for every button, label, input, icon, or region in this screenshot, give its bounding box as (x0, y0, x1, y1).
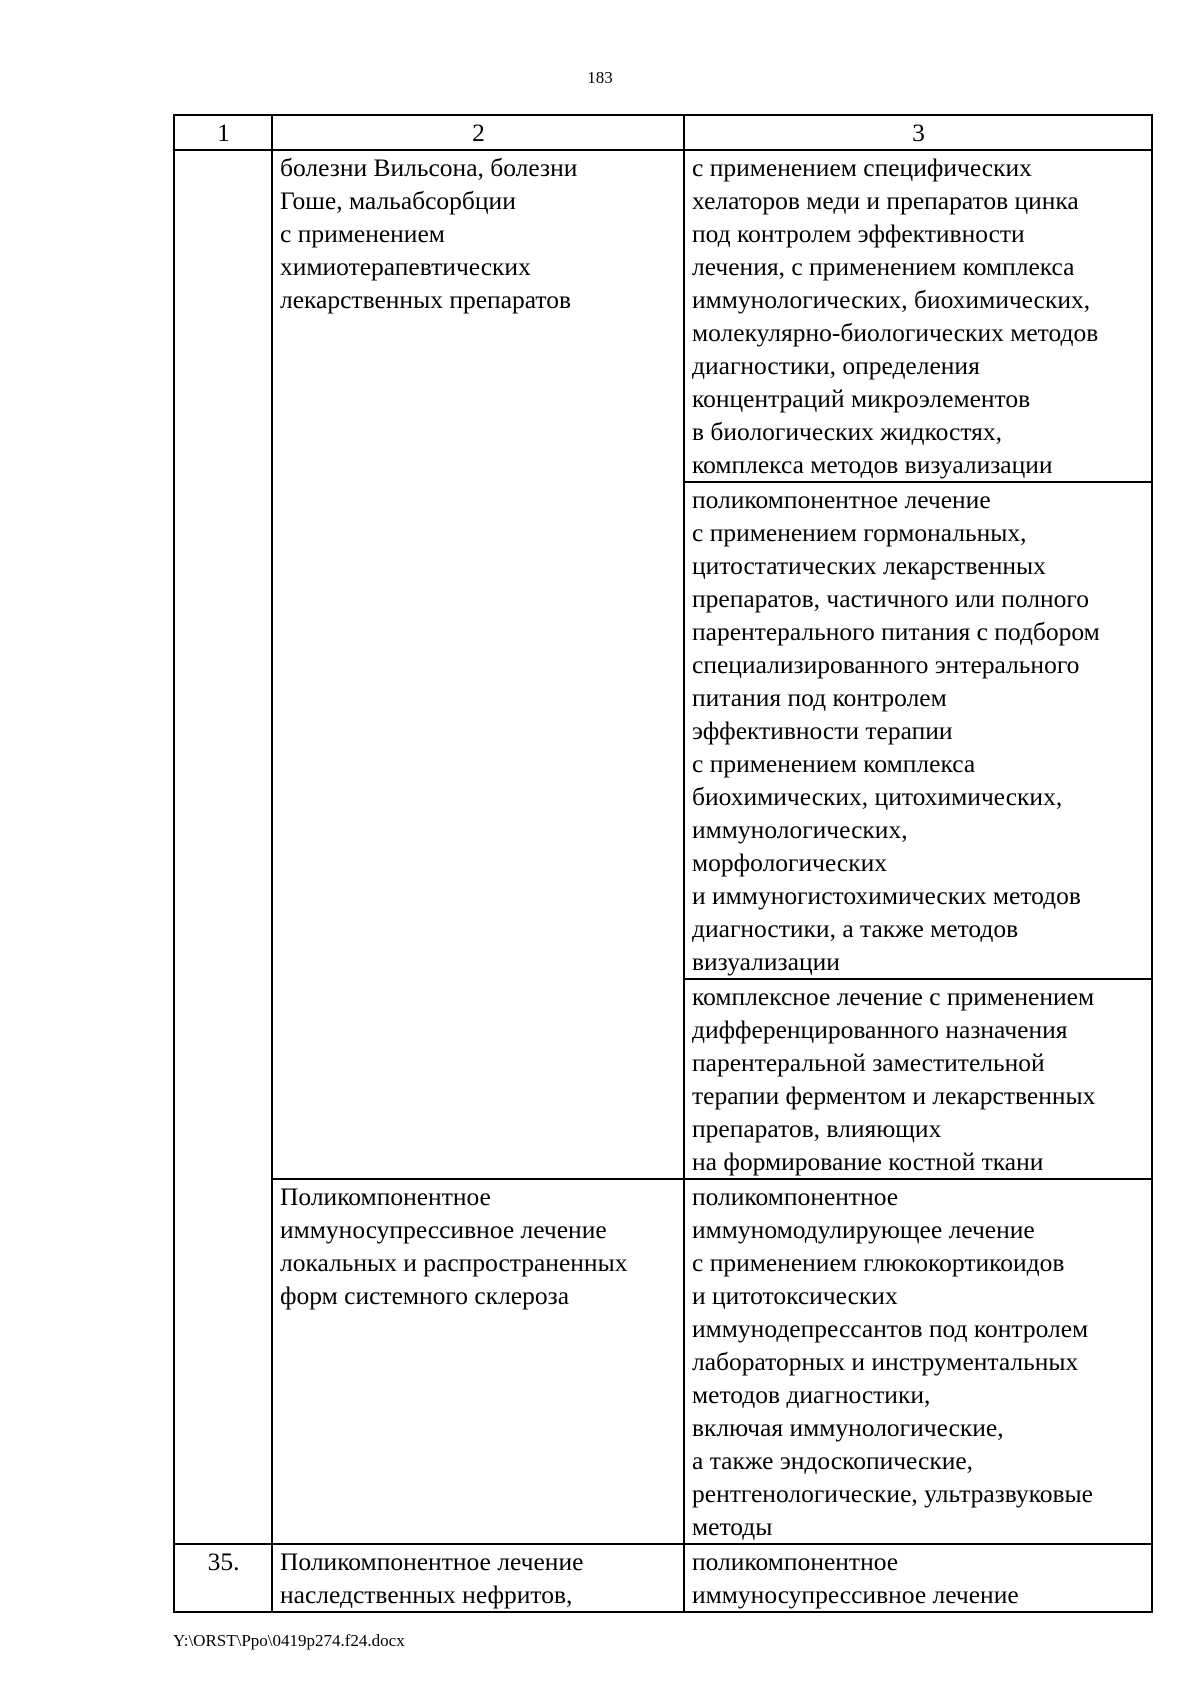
column-header-1: 1 (174, 115, 272, 150)
cell-treatment-polycomponent: поликомпонентное лечение с применением гормональных, цитостатических лекарственных препаратов, частичного или полного парентерального питания с подбором специализированного энтерального питания под контролем эффективности терапии с применением комплекса биохимических, цитохимических, иммунологических, морфологических и иммуногистохимических методов диагностики, а также методов визуализации (684, 482, 1152, 979)
page-number: 183 (587, 68, 613, 87)
cell-disease-description: болезни Вильсона, болезни Гоше, мальабсорбции с применением химиотерапевтических лекарственных препаратов (272, 150, 684, 1179)
number-cell-empty (174, 150, 272, 1544)
column-header-3: 3 (684, 115, 1152, 150)
cell-sclerosis-description: Поликомпонентное иммуносупрессивное лечение локальных и распространенных форм системного склероза (272, 1179, 684, 1544)
table-row (174, 150, 1152, 482)
column-header-2: 2 (272, 115, 684, 150)
table-row (174, 1544, 1152, 1612)
medical-care-table (173, 114, 1153, 1613)
table-header-row (174, 115, 1152, 150)
cell-sclerosis-treatment: поликомпонентное иммуномодулирующее лечение с применением глюкокортикоидов и цитотоксических иммунодепрессантов под контролем лабораторных и инструментальных методов диагностики, включая иммунологические, а также эндоскопические, рентгенологические, ультразвуковые методы (684, 1179, 1152, 1544)
cell-treatment-chelators: с применением специфических хелаторов меди и препаратов цинка под контролем эффективности лечения, с применением комплекса иммунологических, биохимических, молекулярно-биологических методов диагностики, определения концентраций микроэлементов в биологических жидкостях, комплекса методов визуализации (684, 150, 1152, 482)
footer-file-path: Y:\ORST\Ppo\0419p274.f24.docx (173, 1631, 405, 1650)
table-row (174, 1179, 1152, 1544)
cell-treatment-complex: комплексное лечение с применением дифференцированного назначения парентеральной заместительной терапии ферментом и лекарственных препаратов, влияющих на формирование костной ткани (684, 979, 1152, 1179)
cell-nephritis-treatment: поликомпонентное иммуносупрессивное лечение (684, 1544, 1152, 1612)
row-number: 35. (174, 1544, 272, 1612)
cell-nephritis-description: Поликомпонентное лечение наследственных нефритов, (272, 1544, 684, 1612)
